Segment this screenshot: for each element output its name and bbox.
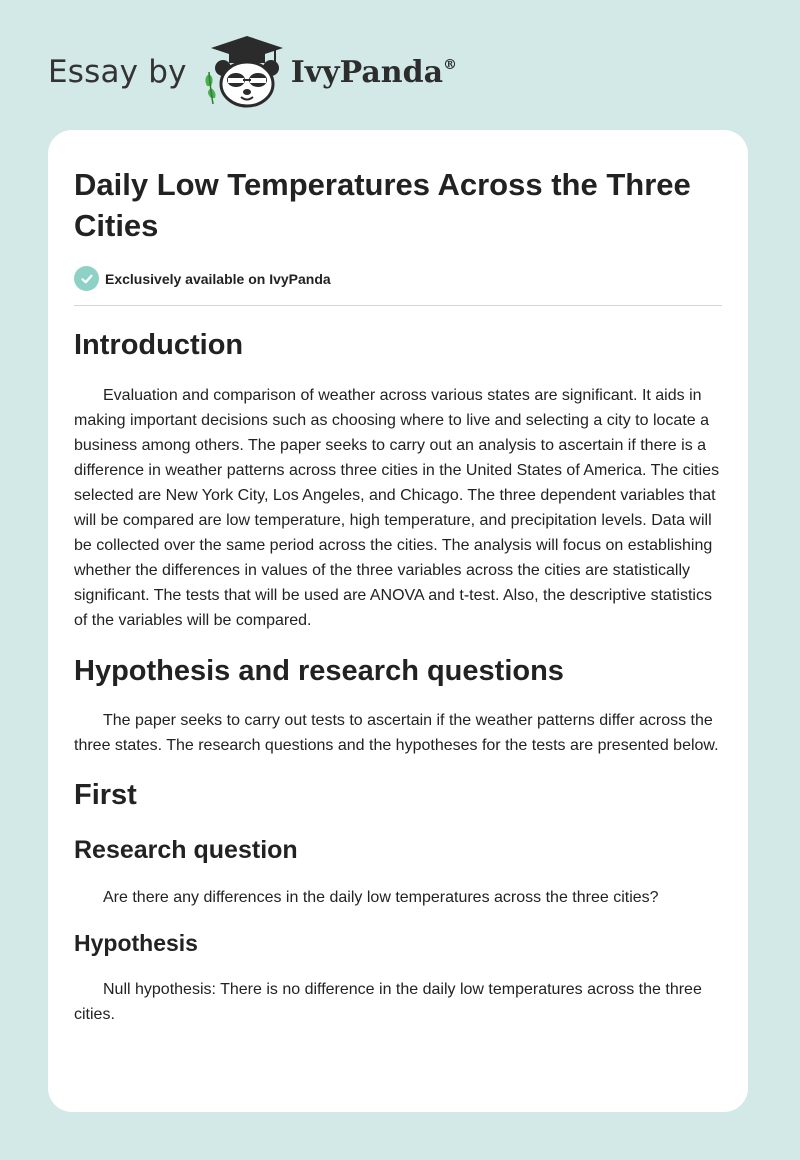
title-divider [74, 305, 722, 306]
registered-mark: ® [443, 56, 458, 73]
exclusive-badge [74, 266, 722, 291]
essay-by-label: Essay by [48, 54, 187, 90]
hypothesis-questions-heading: Hypothesis and research questions [74, 655, 564, 687]
article-card [48, 130, 748, 1112]
brand-text: IvyPanda [290, 54, 444, 90]
research-question-paragraph: Are there any differences in the daily low temperatures across the three cities? [103, 889, 659, 906]
site-header [48, 32, 457, 112]
ivypanda-logo-icon[interactable] [201, 34, 285, 110]
article-title: Daily Low Temperatures Across the Three Cities [74, 167, 691, 243]
check-circle-icon [74, 266, 99, 291]
introduction-heading: Introduction [74, 329, 244, 361]
research-question-heading: Research question [74, 836, 298, 864]
hypothesis-heading: Hypothesis [74, 930, 198, 956]
exclusive-badge-label: Exclusively available on IvyPanda [105, 270, 331, 287]
hypothesis-paragraph: Null hypothesis: There is no difference in the daily low temperatures across the three cities. [74, 981, 702, 1023]
introduction-paragraph: Evaluation and comparison of weather across various states are significant. It aids in making important decisions such as choosing where to live and selecting a city to locate a business among others. The paper seeks to carry out an analysis to ascertain if there is a difference in weather patterns across three cities in the United States of America. The cities selected are New York City, Los Angeles, and Chicago. The three dependent variables that will be compared are low temperature, high temperature, and precipitation levels. Data will be collected over the same period across the cities. The analysis will focus on establishing whether the differences in values of the three variables across the cities are statistically significant. The tests that will be used are ANOVA and t-test. Also, the descriptive statistics of the variables will be compared. [74, 387, 720, 629]
hypothesis-questions-paragraph: The paper seeks to carry out tests to ascertain if the weather patterns differ across the three states. The research questions and the hypotheses for the tests are presented below. [74, 712, 719, 754]
brand-name[interactable] [291, 55, 457, 90]
first-heading: First [74, 779, 137, 811]
